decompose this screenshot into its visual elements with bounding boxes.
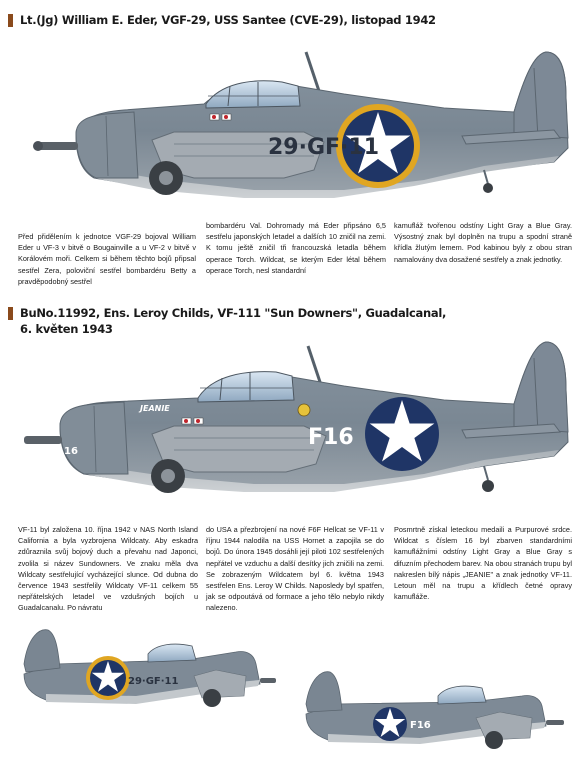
aircraft-thumbnail-childs	[300, 668, 568, 760]
section-1-text-col-1: Před přidělením k jednotce VGF-29 bojoval William Eder u VF-3 v bitvě o Bougainville a u VF-2 v bitvě v Korálovém moři. Celkem si během těchto bojů připsal sestřel Zera, poloviční sestřel bombardéru Betty a pravděpodobný sestřel	[18, 232, 196, 286]
section-2-text-col-1: VF-11 byl založena 10. října 1942 v NAS North Island California a byla vyzbrojena Wildcaty. Aby eskadra zdůraznila svůj bojový duch a převahu nad Japonci, zvolila si název Sundowners. Ve znaku měla dva Wildcaty sestřelující vycházející slunce. Od dubna do července 1943 sestřelily Wildcaty VF-11 celkem 55 nepřátelských letadel ve vzdušných bojích u Guadalcanalu. Po návratu	[18, 525, 198, 613]
nose-art-name: JEANIE	[140, 404, 170, 413]
section-2-title-line-2: 6. květen 1943	[20, 322, 113, 336]
section-2-text-col-3: Posmrtně získal leteckou medaili a Purpurové srdce. Wildcat s číslem 16 byl zbarven standardními kamuflážními odstíny Light Gray a Blue Gray s difuzním přechodem barev. Na obou stranách trupu byl nakreslen bílý nápis „JEANIE" a znak jednotky VF-11. Letoun měl na trupu a křídlech četné opravy kamufláže.	[394, 525, 572, 602]
section-2-title-line-1: BuNo.11992, Ens. Leroy Childs, VF-111 "Sun Downers", Guadalcanal,	[20, 306, 447, 320]
heading-marker	[8, 307, 13, 320]
cowl-number: 16	[64, 446, 78, 457]
section-1-text-col-3: kamufláž tvořenou odstíny Light Gray a Blue Gray. Výsostný znak byl doplněn na trupu a spodní straně křídla žlutým lemem. Pod kabinou byly z obou stran namalovány dva dosažené sestřely a znak jednotky.	[394, 221, 572, 264]
section-2-text-col-2: do USA a přezbrojení na nové F6F Hellcat se VF-11 v říjnu 1944 nalodila na USS Hornet a zapojila se do bojů. Do února 1945 dosáhli její piloti 102 sestřelených nepřátel ve vzduchu a další desítky jich zničili na zemi. Se zobrazeným Wildcatem byl 6. května 1943 sestřelen Ens. Leroy W Childs. Naposledy byl spatřen, jak se odpoutává od formace a jeho tělo nebylo nikdy nalezeno.	[206, 525, 384, 613]
aircraft-profile-eder	[14, 38, 574, 208]
aircraft-thumbnail-eder	[16, 624, 278, 720]
heading-marker	[8, 14, 13, 27]
section-1-title: Lt.(Jg) William E. Eder, VGF-29, USS Santee (CVE-29), listopad 1942	[20, 13, 436, 27]
section-1-heading	[8, 12, 436, 28]
aircraft-profile-childs	[14, 330, 574, 505]
section-1-text-col-2: bombardéru Val. Dohromady má Eder připsáno 6,5 sestřelu japonských letadel a dalších 10 zničil na zemi. K tomu ještě zničil tři francouzská letadla během operace Torch. Wildcat, se kterým Eder létal během operace Torch, nesl standardní	[206, 221, 386, 275]
aircraft-code: F16	[308, 425, 354, 450]
thumbnail-code: 29·GF·11	[128, 676, 179, 687]
thumbnail-code: F16	[410, 720, 431, 731]
aircraft-code: 29·GF·11	[268, 135, 380, 160]
